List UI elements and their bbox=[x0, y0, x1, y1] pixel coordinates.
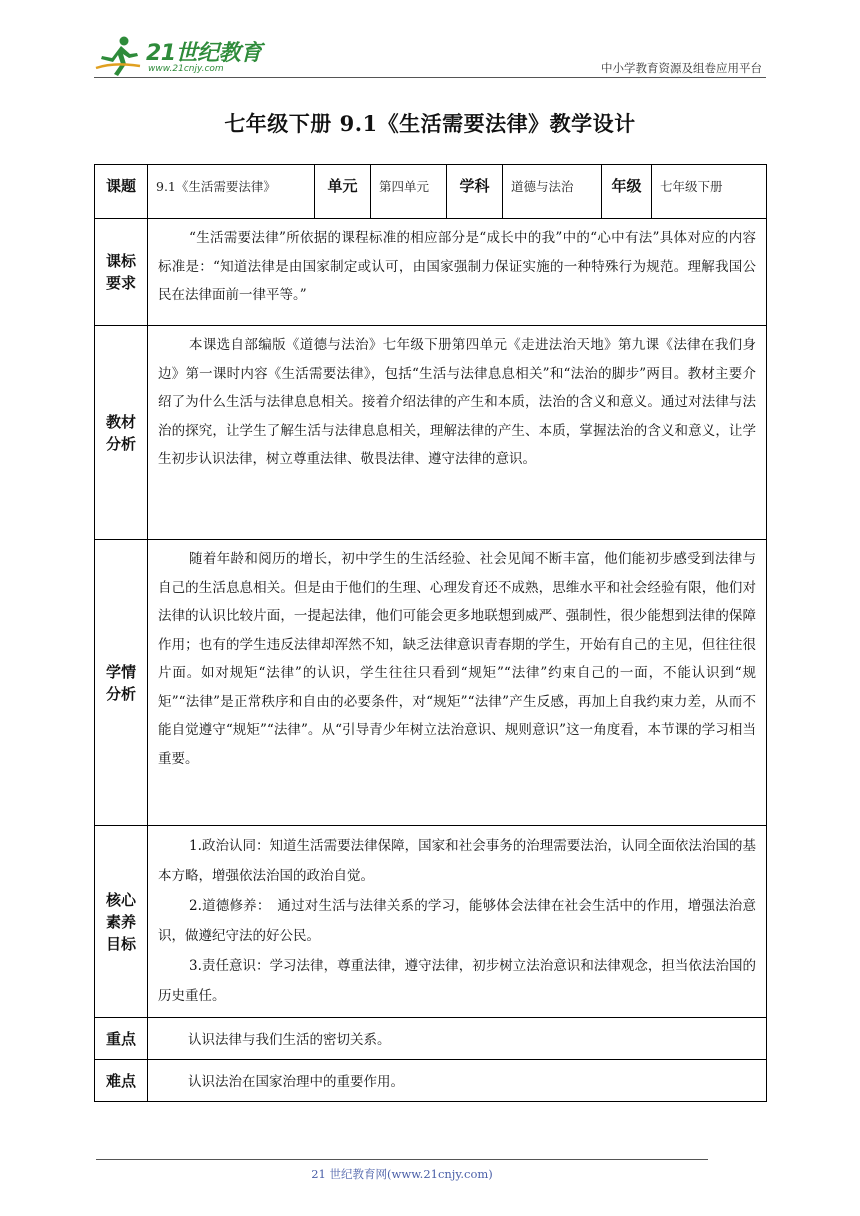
page-header bbox=[94, 30, 766, 80]
material-text-cell bbox=[148, 326, 767, 540]
unit-value: 第四单元 bbox=[371, 165, 447, 219]
table-row bbox=[95, 326, 767, 540]
label-line: 学情 bbox=[105, 662, 136, 681]
table-row bbox=[95, 165, 767, 219]
label-line: 课标 bbox=[105, 252, 136, 270]
material-text: 本课选自部编版《道德与法治》七年级下册第四单元《走进法治天地》第九课《法律在我们身边》第一课时内容《生活需要法律》，包括“生活与法律息息相关”和“法治的脚步”两目。教材主要介绍了为什么生活与法律息息相关。接着介绍法律的产生和本质，法治的含义和意义。通过对法律与法治的探究，让学生了解生活与法律息息相关，理解法律的产生、本质，掌握法治的含义和意义，让学生初步认识法律，树立尊重法律、敬畏法律、遵守法律的意识。 bbox=[158, 337, 756, 467]
core-item-responsibility: 3.责任意识：学习法律，尊重法律，遵守法律，初步树立法治意识和法律观念，担当依法治国的历史重任。 bbox=[158, 958, 756, 1004]
difficult-point-text: 认识法治在国家治理中的重要作用。 bbox=[148, 1060, 767, 1102]
logo-text: 21世纪教育 bbox=[146, 41, 262, 66]
core-item-political: 1.政治认同：知道生活需要法律保障，国家和社会事务的治理需要法治，认同全面依法治国的基本方略，增强依法治国的政治自觉。 bbox=[158, 838, 756, 884]
platform-name: 中小学教育资源及组卷应用平台 bbox=[601, 61, 762, 75]
label-line: 分析 bbox=[105, 434, 136, 453]
key-point-text: 认识法律与我们生活的密切关系。 bbox=[148, 1018, 767, 1060]
table-row bbox=[95, 826, 767, 1018]
topic-value: 9.1《生活需要法律》 bbox=[148, 165, 315, 219]
subject-value: 道德与法治 bbox=[503, 165, 602, 219]
logo-url: www.21cnjy.com bbox=[148, 64, 224, 74]
students-text-cell bbox=[148, 540, 767, 826]
material-label bbox=[95, 326, 148, 540]
label-line: 核心 bbox=[105, 890, 136, 909]
curriculum-label bbox=[95, 219, 148, 326]
logo bbox=[94, 34, 264, 78]
grade-value: 七年级下册 bbox=[652, 165, 767, 219]
lesson-table bbox=[94, 164, 767, 1102]
table-row bbox=[95, 1018, 767, 1060]
label-line: 分析 bbox=[105, 684, 136, 703]
key-point-label: 重点 bbox=[95, 1018, 148, 1060]
core-text-cell bbox=[148, 826, 767, 1018]
core-item-moral: 2.道德修养： 通过对生活与法律关系的学习，能够体会法律在社会生活中的作用，增强法治意识，做遵纪守法的好公民。 bbox=[158, 898, 756, 944]
table-row bbox=[95, 540, 767, 826]
label-line: 素养 bbox=[105, 912, 136, 931]
curriculum-text-cell bbox=[148, 219, 767, 326]
students-text: 随着年龄和阅历的增长，初中学生的生活经验、社会见闻不断丰富，他们能初步感受到法律与自己的生活息息相关。但是由于他们的生理、心理发育还不成熟，思维水平和社会经验有限，他们对法律的认识比较片面，一提起法律，他们可能会更多地联想到威严、强制性，很少能想到法律的保障作用；也有的学生违反法律却浑然不知，缺乏法律意识青春期的学生，开始有自己的主见，但往往很片面。如对规矩“法律”的认识，学生往往只看到“规矩”“法律”约束自己的一面，不能认识到“规矩”“法律”是正常秩序和自由的必要条件，对“规矩”“法律”产生反感，再加上自我约束力差，从而不能自觉遵守“规矩”“法律”。从“引导青少年树立法治意识、规则意识”这一角度看，本节课的学习相当重要。 bbox=[158, 551, 756, 767]
label-line: 教材 bbox=[105, 412, 136, 431]
document-title: 七年级下册 9.1《生活需要法律》教学设计 bbox=[224, 111, 636, 136]
footer-text: 21 世纪教育网(www.21cnjy.com) bbox=[311, 1167, 493, 1181]
unit-label: 单元 bbox=[315, 165, 371, 219]
topic-label: 课题 bbox=[95, 165, 148, 219]
header-divider bbox=[94, 77, 766, 78]
label-line: 要求 bbox=[105, 274, 136, 292]
table-row bbox=[95, 1060, 767, 1102]
runner-icon bbox=[94, 34, 146, 78]
table-row bbox=[95, 219, 767, 326]
core-label bbox=[95, 826, 148, 1018]
students-label bbox=[95, 540, 148, 826]
subject-label: 学科 bbox=[447, 165, 503, 219]
footer-divider bbox=[96, 1159, 708, 1160]
label-line: 目标 bbox=[105, 934, 136, 953]
curriculum-text: “生活需要法律”所依据的课程标准的相应部分是“成长中的我”中的“心中有法”具体对应的内容标准是：“知道法律是由国家制定或认可，由国家强制力保证实施的一种特殊行为规范。理解我国公民在法律面前一律平等。” bbox=[158, 230, 756, 303]
grade-label: 年级 bbox=[602, 165, 652, 219]
difficult-point-label: 难点 bbox=[95, 1060, 148, 1102]
